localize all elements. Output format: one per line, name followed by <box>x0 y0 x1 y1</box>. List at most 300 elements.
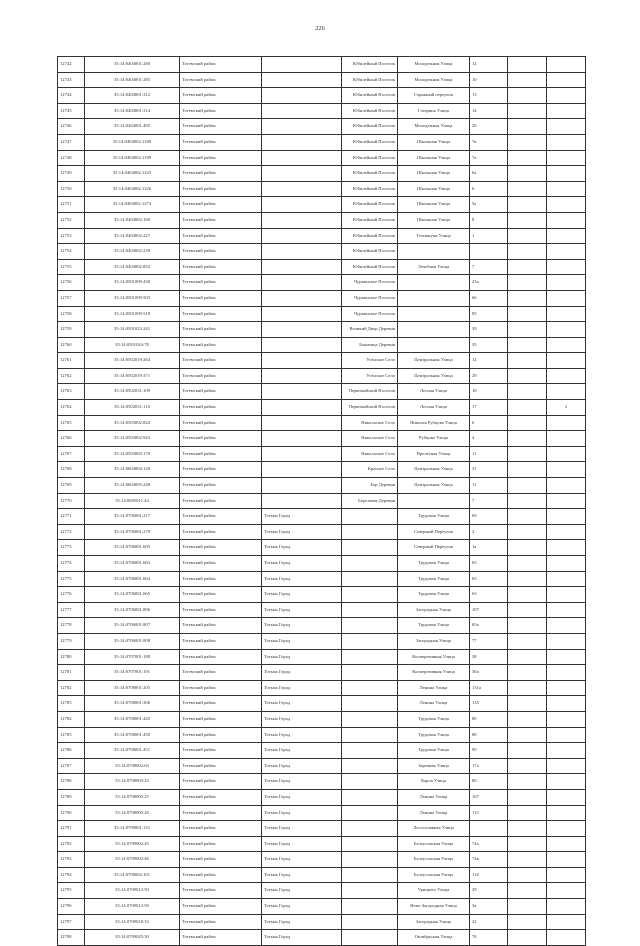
extra-cell-1 <box>508 540 547 556</box>
table-row <box>58 618 586 634</box>
extra-cell-1 <box>508 571 547 587</box>
city-cell: Тотьма Город <box>262 587 342 603</box>
extra-cell-1 <box>508 368 547 384</box>
street-cell: Белоусовская Улица <box>398 852 470 868</box>
extra-cell-1 <box>508 322 547 338</box>
table-row <box>58 57 586 73</box>
cadastral-number: 35:14:0709002:45 <box>85 836 180 852</box>
house-cell: 69 <box>470 509 508 525</box>
table-row <box>58 711 586 727</box>
extra-cell-2: 2 <box>547 400 586 416</box>
house-cell: 7а <box>470 150 508 166</box>
house-cell: 38 <box>470 649 508 665</box>
row-number: 12792 <box>58 836 85 852</box>
extra-cell-1 <box>508 556 547 572</box>
extra-cell-1 <box>508 119 547 135</box>
city-cell <box>262 72 342 88</box>
street-cell: Ленина Улица <box>398 680 470 696</box>
house-cell: 7 <box>470 493 508 509</box>
row-number: 12757 <box>58 290 85 306</box>
city-cell <box>262 212 342 228</box>
settlement-cell: Никольское Село <box>342 431 398 447</box>
district-cell: Тотемский район <box>180 571 262 587</box>
extra-cell-1 <box>508 478 547 494</box>
city-cell <box>262 322 342 338</box>
city-cell <box>262 259 342 275</box>
row-number: 12795 <box>58 883 85 899</box>
extra-cell-1 <box>508 275 547 291</box>
house-cell: 17 <box>470 400 508 416</box>
district-cell: Тотемский район <box>180 711 262 727</box>
district-cell: Тотемский район <box>180 633 262 649</box>
settlement-cell <box>342 587 398 603</box>
street-cell: Школьная Улица <box>398 150 470 166</box>
cadastral-number: 35:14:0404002:1225 <box>85 166 180 182</box>
cadastral-number: 35:14:0501023:241 <box>85 322 180 338</box>
cadastral-number: 35:14:0706001:807 <box>85 618 180 634</box>
table-row <box>58 462 586 478</box>
district-cell: Тотемский район <box>180 322 262 338</box>
city-cell <box>262 446 342 462</box>
district-cell: Тотемский район <box>180 166 262 182</box>
district-cell: Тотемский район <box>180 836 262 852</box>
city-cell: Тотьма Город <box>262 633 342 649</box>
extra-cell-1 <box>508 150 547 166</box>
extra-cell-2 <box>547 244 586 260</box>
city-cell: Тотьма Город <box>262 571 342 587</box>
settlement-cell: Юбилейный Поселок <box>342 166 398 182</box>
settlement-cell <box>342 930 398 946</box>
extra-cell-2 <box>547 618 586 634</box>
settlement-cell: Юбилейный Поселок <box>342 259 398 275</box>
street-cell: Кооперативная Улица <box>398 649 470 665</box>
extra-cell-2 <box>547 821 586 837</box>
house-cell: 113 <box>470 805 508 821</box>
cadastral-number: 35:14:0404002:227 <box>85 228 180 244</box>
extra-cell-2 <box>547 556 586 572</box>
extra-cell-1 <box>508 805 547 821</box>
street-cell: Трудовая Улица <box>398 727 470 743</box>
district-cell: Тотемский район <box>180 88 262 104</box>
city-cell: Тотьма Город <box>262 743 342 759</box>
table-row <box>58 821 586 837</box>
extra-cell-2 <box>547 883 586 899</box>
cadastral-number: 35:14:0404002:160 <box>85 212 180 228</box>
row-number: 12763 <box>58 384 85 400</box>
street-cell: Николая Рубцова Улица <box>398 415 470 431</box>
settlement-cell <box>342 774 398 790</box>
district-cell: Тотемский район <box>180 899 262 915</box>
row-number: 12790 <box>58 805 85 821</box>
table-row <box>58 88 586 104</box>
street-cell: Ленина Улица <box>398 789 470 805</box>
house-cell: 80 <box>470 711 508 727</box>
settlement-cell <box>342 509 398 525</box>
table-row <box>58 275 586 291</box>
extra-cell-1 <box>508 649 547 665</box>
row-number: 12746 <box>58 119 85 135</box>
city-cell <box>262 400 342 416</box>
city-cell: Тотьма Город <box>262 556 342 572</box>
city-cell <box>262 337 342 353</box>
district-cell: Тотемский район <box>180 368 262 384</box>
cadastral-number: 35:14:0706001:808 <box>85 633 180 649</box>
row-number: 12758 <box>58 306 85 322</box>
house-cell: 13 <box>470 88 508 104</box>
settlement-cell: Юбилейный Поселок <box>342 72 398 88</box>
cadastral-number: 35:14:0706001:664 <box>85 571 180 587</box>
street-cell: Трудовая Улица <box>398 711 470 727</box>
table-row <box>58 649 586 665</box>
extra-cell-2 <box>547 134 586 150</box>
city-cell: Тотьма Город <box>262 914 342 930</box>
cadastral-number: 35:14:0404002:1226 <box>85 181 180 197</box>
extra-cell-1 <box>508 212 547 228</box>
district-cell: Тотемский район <box>180 415 262 431</box>
row-number: 12796 <box>58 899 85 915</box>
street-cell: Молодежная Улица <box>398 57 470 73</box>
city-cell <box>262 384 342 400</box>
table-row <box>58 524 586 540</box>
row-number: 12782 <box>58 680 85 696</box>
house-cell: 39 <box>470 322 508 338</box>
extra-cell-2 <box>547 322 586 338</box>
extra-cell-1 <box>508 446 547 462</box>
city-cell <box>262 290 342 306</box>
table-row <box>58 493 586 509</box>
row-number: 12753 <box>58 228 85 244</box>
extra-cell-2 <box>547 789 586 805</box>
district-cell: Тотемский район <box>180 134 262 150</box>
street-cell: Северный Переулок <box>398 524 470 540</box>
extra-cell-1 <box>508 431 547 447</box>
settlement-cell <box>342 867 398 883</box>
table-row <box>58 368 586 384</box>
district-cell: Тотемский район <box>180 72 262 88</box>
extra-cell-2 <box>547 384 586 400</box>
extra-cell-1 <box>508 821 547 837</box>
district-cell: Тотемский район <box>180 57 262 73</box>
extra-cell-2 <box>547 493 586 509</box>
city-cell <box>262 415 342 431</box>
row-number: 12774 <box>58 556 85 572</box>
city-cell <box>262 228 342 244</box>
cadastral-number: 35:14:0502019:371 <box>85 368 180 384</box>
district-cell: Тотемский район <box>180 228 262 244</box>
extra-cell-2 <box>547 119 586 135</box>
cadastral-number: 35:14:0709025:30 <box>85 930 180 946</box>
row-number: 12788 <box>58 774 85 790</box>
table-row <box>58 478 586 494</box>
cadastral-number: 35:14:0605011:44 <box>85 493 180 509</box>
extra-cell-1 <box>508 244 547 260</box>
street-cell <box>398 275 470 291</box>
table-row <box>58 571 586 587</box>
house-cell: 11 <box>470 446 508 462</box>
house-cell: 11 <box>470 478 508 494</box>
settlement-cell: Юбилейный Поселок <box>342 57 398 73</box>
cadastral-number: 35:14:0706001:278 <box>85 524 180 540</box>
row-number: 12752 <box>58 212 85 228</box>
settlement-cell <box>342 602 398 618</box>
city-cell: Тотьма Город <box>262 665 342 681</box>
cadastral-number: 35:14:0708005:25 <box>85 789 180 805</box>
settlement-cell: Усенское Село <box>342 353 398 369</box>
house-cell: 6 <box>470 181 508 197</box>
extra-cell-1 <box>508 602 547 618</box>
city-cell: Тотьма Город <box>262 540 342 556</box>
house-cell: 3а <box>470 899 508 915</box>
street-cell: Лесная Улица <box>398 400 470 416</box>
extra-cell-1 <box>508 618 547 634</box>
extra-cell-2 <box>547 57 586 73</box>
settlement-cell: Никольское Село <box>342 415 398 431</box>
cadastral-number: 35:14:0706001:663 <box>85 556 180 572</box>
street-cell <box>398 244 470 260</box>
settlement-cell <box>342 727 398 743</box>
row-number: 12765 <box>58 415 85 431</box>
city-cell <box>262 88 342 104</box>
city-cell <box>262 353 342 369</box>
settlement-cell <box>342 805 398 821</box>
cadastral-number: 35:14:0708001:306 <box>85 696 180 712</box>
extra-cell-2 <box>547 758 586 774</box>
cadastral-number: 35:14:0709013:50 <box>85 883 180 899</box>
row-number: 12762 <box>58 368 85 384</box>
cadastral-number: 35:14:0503002:943 <box>85 431 180 447</box>
extra-cell-2 <box>547 665 586 681</box>
district-cell: Тотемский район <box>180 930 262 946</box>
extra-cell-2 <box>547 649 586 665</box>
extra-cell-2 <box>547 181 586 197</box>
settlement-cell <box>342 524 398 540</box>
house-cell: 29 <box>470 368 508 384</box>
row-number: 12759 <box>58 322 85 338</box>
district-cell: Тотемский район <box>180 587 262 603</box>
row-number: 12760 <box>58 337 85 353</box>
city-cell: Тотьма Город <box>262 524 342 540</box>
extra-cell-2 <box>547 228 586 244</box>
table-row <box>58 883 586 899</box>
city-cell: Тотьма Город <box>262 867 342 883</box>
extra-cell-2 <box>547 743 586 759</box>
cadastral-number: 35:14:0501009:503 <box>85 290 180 306</box>
row-number: 12751 <box>58 197 85 213</box>
cadastral-number: 35:14:0404002:1273 <box>85 197 180 213</box>
table-row <box>58 836 586 852</box>
cadastral-number: 35:14:0709001:131 <box>85 821 180 837</box>
row-number: 12750 <box>58 181 85 197</box>
house-cell: 1 <box>470 228 508 244</box>
extra-cell-1 <box>508 181 547 197</box>
district-cell: Тотемский район <box>180 805 262 821</box>
extra-cell-1 <box>508 353 547 369</box>
settlement-cell: Юбилейный Поселок <box>342 103 398 119</box>
cadastral-number: 35:14:0706001:665 <box>85 587 180 603</box>
street-cell: Гаражный переулок <box>398 88 470 104</box>
city-cell <box>262 478 342 494</box>
settlement-cell <box>342 758 398 774</box>
row-number: 12773 <box>58 540 85 556</box>
settlement-cell: Юбилейный Поселок <box>342 150 398 166</box>
table-row <box>58 633 586 649</box>
row-number: 12798 <box>58 930 85 946</box>
settlement-cell: Чуркинское Поселок <box>342 306 398 322</box>
city-cell: Тотьма Город <box>262 696 342 712</box>
district-cell: Тотемский район <box>180 306 262 322</box>
extra-cell-2 <box>547 462 586 478</box>
table-row <box>58 259 586 275</box>
table-row <box>58 228 586 244</box>
table-row <box>58 400 586 416</box>
extra-cell-2 <box>547 867 586 883</box>
cadastral-number: 35:14:0707001:188 <box>85 649 180 665</box>
street-cell: Пролетная Улица <box>398 446 470 462</box>
extra-cell-1 <box>508 290 547 306</box>
extra-cell-1 <box>508 306 547 322</box>
row-number: 12787 <box>58 758 85 774</box>
district-cell: Тотемский район <box>180 743 262 759</box>
house-cell: 12 <box>470 57 508 73</box>
extra-cell-1 <box>508 758 547 774</box>
city-cell <box>262 275 342 291</box>
house-cell: 23а <box>470 275 508 291</box>
city-cell: Тотьма Город <box>262 727 342 743</box>
street-cell: Белоусовская Улица <box>398 836 470 852</box>
city-cell: Тотьма Город <box>262 930 342 946</box>
settlement-cell <box>342 711 398 727</box>
table-row <box>58 727 586 743</box>
street-cell: Ленина Улица <box>398 805 470 821</box>
street-cell: Школьная Улица <box>398 212 470 228</box>
cadastral-number: 35:14:0404002:1189 <box>85 150 180 166</box>
table-row <box>58 556 586 572</box>
table-row <box>58 322 586 338</box>
table-row <box>58 134 586 150</box>
city-cell: Тотьма Город <box>262 774 342 790</box>
house-cell: 74а <box>470 836 508 852</box>
extra-cell-2 <box>547 212 586 228</box>
house-cell: 6а <box>470 166 508 182</box>
street-cell <box>398 290 470 306</box>
extra-cell-1 <box>508 774 547 790</box>
district-cell: Тотемский район <box>180 384 262 400</box>
extra-cell-2 <box>547 88 586 104</box>
settlement-cell: Юбилейный Поселок <box>342 134 398 150</box>
extra-cell-1 <box>508 166 547 182</box>
table-row <box>58 774 586 790</box>
extra-cell-1 <box>508 883 547 899</box>
house-cell: 12 <box>470 353 508 369</box>
cadastral-number: 35:14:0708001:445 <box>85 711 180 727</box>
city-cell <box>262 431 342 447</box>
extra-cell-2 <box>547 899 586 915</box>
table-row <box>58 696 586 712</box>
row-number: 12748 <box>58 150 85 166</box>
row-number: 12742 <box>58 57 85 73</box>
row-number: 12768 <box>58 462 85 478</box>
table-row <box>58 509 586 525</box>
district-cell: Тотемский район <box>180 259 262 275</box>
city-cell: Тотьма Город <box>262 711 342 727</box>
settlement-cell: Юбилейный Поселок <box>342 197 398 213</box>
settlement-cell: Юбилейный Поселок <box>342 212 398 228</box>
cadastral-number: 35:14:0404001:280 <box>85 57 180 73</box>
table-row <box>58 899 586 915</box>
street-cell: Школьная Улица <box>398 197 470 213</box>
extra-cell-2 <box>547 540 586 556</box>
settlement-cell <box>342 696 398 712</box>
house-cell: 65 <box>470 556 508 572</box>
settlement-cell <box>342 680 398 696</box>
extra-cell-2 <box>547 633 586 649</box>
extra-cell-1 <box>508 914 547 930</box>
row-number: 12786 <box>58 743 85 759</box>
cadastral-number: 35:14:0404001:312 <box>85 88 180 104</box>
house-cell: 29 <box>470 883 508 899</box>
settlement-cell <box>342 789 398 805</box>
extra-cell-2 <box>547 290 586 306</box>
settlement-cell <box>342 618 398 634</box>
street-cell: Лечебная Улица <box>398 259 470 275</box>
settlement-cell: Юбилейный Поселок <box>342 88 398 104</box>
settlement-cell <box>342 649 398 665</box>
registry-rows <box>58 57 586 946</box>
extra-cell-1 <box>508 727 547 743</box>
settlement-cell <box>342 883 398 899</box>
district-cell: Тотемский район <box>180 696 262 712</box>
table-row <box>58 212 586 228</box>
settlement-cell: Первомайский Поселок <box>342 400 398 416</box>
extra-cell-1 <box>508 789 547 805</box>
extra-cell-2 <box>547 602 586 618</box>
house-cell: 20 <box>470 119 508 135</box>
row-number: 12770 <box>58 493 85 509</box>
district-cell: Тотемский район <box>180 540 262 556</box>
settlement-cell <box>342 556 398 572</box>
row-number: 12778 <box>58 618 85 634</box>
settlement-cell: Никольское Село <box>342 446 398 462</box>
extra-cell-2 <box>547 587 586 603</box>
extra-cell-2 <box>547 727 586 743</box>
table-row <box>58 103 586 119</box>
city-cell <box>262 103 342 119</box>
settlement-cell <box>342 540 398 556</box>
street-cell: Трудовая Улица <box>398 509 470 525</box>
extra-cell-1 <box>508 711 547 727</box>
house-cell: 10 <box>470 72 508 88</box>
extra-cell-1 <box>508 899 547 915</box>
extra-cell-2 <box>547 696 586 712</box>
house-cell: 131а <box>470 680 508 696</box>
cadastral-number: 35:14:0501009:430 <box>85 275 180 291</box>
extra-cell-1 <box>508 57 547 73</box>
row-number: 12781 <box>58 665 85 681</box>
house-cell <box>470 821 508 837</box>
district-cell: Тотемский район <box>180 181 262 197</box>
table-row <box>58 930 586 946</box>
extra-cell-2 <box>547 852 586 868</box>
district-cell: Тотемский район <box>180 353 262 369</box>
row-number: 12797 <box>58 914 85 930</box>
table-row <box>58 197 586 213</box>
row-number: 12771 <box>58 509 85 525</box>
settlement-cell <box>342 852 398 868</box>
row-number: 12769 <box>58 478 85 494</box>
district-cell: Тотемский район <box>180 883 262 899</box>
district-cell: Тотемский район <box>180 400 262 416</box>
cadastral-number: 35:14:0708001:451 <box>85 743 180 759</box>
